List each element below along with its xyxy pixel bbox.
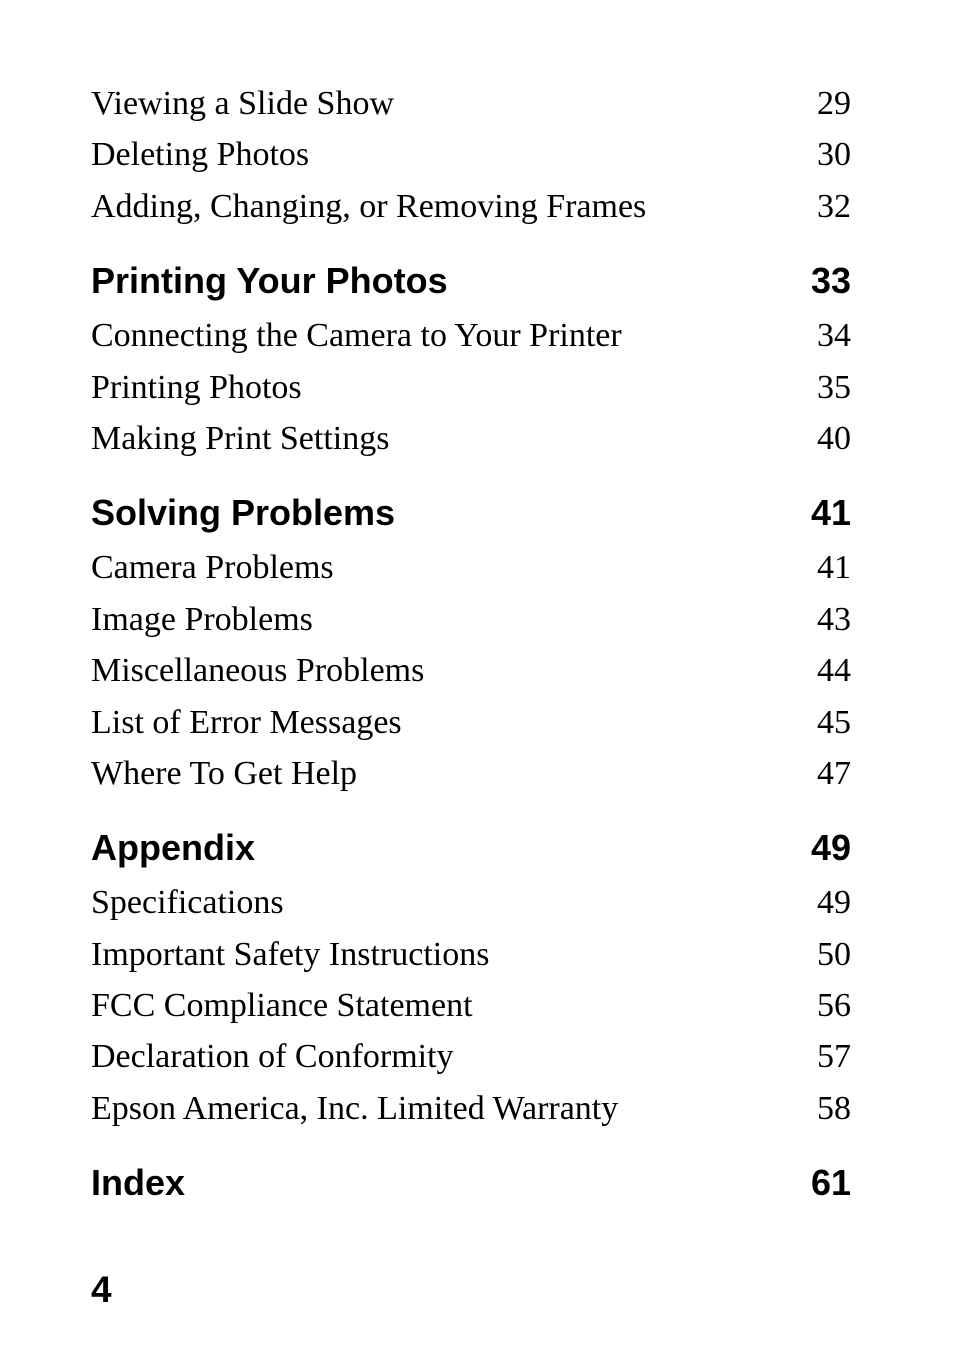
- section-page: 61: [810, 1162, 851, 1204]
- toc-entry-page: 32: [817, 187, 851, 225]
- toc-entry-page: 47: [817, 754, 851, 792]
- toc-entry-page: 29: [817, 85, 851, 122]
- toc-entry: [91, 78, 851, 129]
- toc-entry-title: FCC Compliance Statement: [91, 987, 473, 1025]
- section-page: 49: [810, 827, 851, 869]
- section-page: 41: [810, 492, 851, 534]
- toc-entry-title: List of Error Messages: [91, 703, 402, 741]
- toc-entry-page: 30: [817, 136, 851, 174]
- toc-entry-title: Declaration of Conformity: [91, 1038, 454, 1076]
- section-title: Solving Problems: [91, 492, 396, 534]
- toc-entry-title: Epson America, Inc. Limited Warranty: [91, 1089, 619, 1127]
- toc-entry: [91, 877, 851, 928]
- toc-entry-page: 57: [817, 1038, 851, 1076]
- toc-entry: [91, 645, 851, 696]
- toc-entry-page: 56: [817, 987, 851, 1025]
- toc-entry: [91, 697, 851, 748]
- toc-entry-page: 34: [817, 317, 851, 355]
- toc-section-heading: [91, 256, 851, 306]
- toc-entry: [91, 1031, 851, 1082]
- toc-entry-title: Connecting the Camera to Your Printer: [91, 317, 622, 355]
- toc-entry: [91, 362, 851, 413]
- toc-entry: [91, 748, 851, 799]
- toc-entry-title: Important Safety Instructions: [91, 935, 490, 973]
- toc-section-heading: [91, 1158, 851, 1208]
- toc-entry: [91, 310, 851, 361]
- toc-entry: [91, 980, 851, 1031]
- toc-entry-title: Where To Get Help: [91, 754, 358, 792]
- table-of-contents: [91, 78, 851, 1212]
- toc-entry-title: Camera Problems: [91, 549, 334, 587]
- toc-entry-title: Adding, Changing, or Removing Frames: [91, 187, 647, 225]
- section-title: Index: [91, 1162, 186, 1204]
- toc-entry-page: 43: [817, 600, 851, 638]
- toc-entry-title: Deleting Photos: [91, 136, 310, 174]
- toc-entry: [91, 929, 851, 980]
- toc-entry: [91, 1083, 851, 1134]
- toc-section-heading: [91, 488, 851, 538]
- toc-entry-page: 41: [817, 549, 851, 587]
- toc-entry-title: Image Problems: [91, 600, 313, 638]
- toc-entry: [91, 542, 851, 593]
- section-page: 33: [810, 260, 851, 302]
- toc-entry-page: 50: [817, 935, 851, 973]
- toc-entry-page: 44: [817, 652, 851, 690]
- toc-entry: [91, 181, 851, 232]
- toc-entry-title: Miscellaneous Problems: [91, 652, 425, 690]
- toc-entry-page: 45: [817, 703, 851, 741]
- toc-entry-title: Viewing a Slide Show: [91, 85, 394, 122]
- toc-entry: [91, 129, 851, 180]
- page-number: 4: [91, 1269, 112, 1310]
- toc-entry-title: Making Print Settings: [91, 419, 390, 457]
- toc-entry-page: 58: [817, 1089, 851, 1127]
- toc-entry-page: 40: [817, 419, 851, 457]
- toc-entry-title: Specifications: [91, 884, 284, 922]
- toc-entry: [91, 594, 851, 645]
- toc-section-heading: [91, 823, 851, 873]
- toc-entry: [91, 413, 851, 464]
- toc-entry-title: Printing Photos: [91, 368, 302, 406]
- toc-entry-page: 35: [817, 368, 851, 406]
- section-title: Appendix: [91, 827, 256, 869]
- toc-entry-page: 49: [817, 884, 851, 922]
- section-title: Printing Your Photos: [91, 260, 448, 302]
